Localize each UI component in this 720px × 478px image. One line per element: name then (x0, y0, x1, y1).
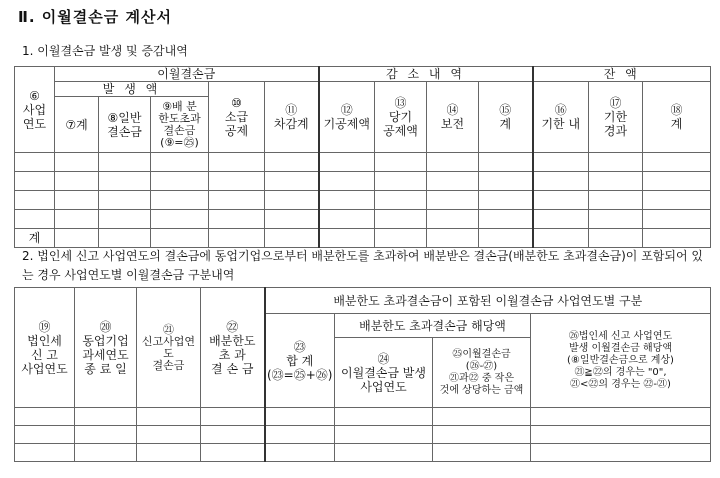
total-label: 계 (15, 229, 55, 248)
table-row (15, 191, 711, 210)
table-row (15, 210, 711, 229)
col-net-total: ⑪ 차감계 (265, 82, 319, 153)
table-row (15, 426, 711, 444)
table-row (15, 153, 711, 172)
col-excess-loss: ⑨배 분 한도초과 결손금 (⑨=㉕) (151, 97, 209, 153)
table-row (15, 444, 711, 462)
group-occurrence: 발 생 액 (55, 82, 209, 97)
col-current-deduction: ⑬ 당기 공제액 (375, 82, 427, 153)
group-carryover-loss: 이월결손금 (55, 67, 319, 82)
col-excess-allocation-loss: ㉒ 배분한도 초 과 결 손 금 (201, 288, 265, 408)
group-decrease: 감 소 내 역 (319, 67, 533, 82)
col-fiscal-year: ⑥ 사업 연도 (15, 67, 55, 153)
page-title: Ⅱ. 이월결손금 계산서 (18, 8, 172, 26)
col-previous-deduction: ⑫ 기공제액 (319, 82, 375, 153)
col-report-loss: ㉑ 신고사업연도 결손금 (137, 288, 201, 408)
col-carryover-year: ㉔ 이월결손금 발생 사업연도 (335, 338, 433, 408)
table-row (15, 172, 711, 191)
col-carryover-amount: ㉕이월결손금 (㉖-㉗) ㉑과㉒ 중 작은 것에 상당하는 금액 (433, 338, 531, 408)
carryover-loss-table (14, 66, 711, 248)
col-partnership-end-date: ⑳ 동업기업 과세연도 종 료 일 (75, 288, 137, 408)
col-decrease-total: ⑮ 계 (479, 82, 533, 153)
excess-loss-table (14, 287, 711, 462)
col-retroactive: ⑩ 소급 공제 (209, 82, 265, 153)
section2-heading: 2. 법인세 신고 사업연도의 결손금에 동업기업으로부터 배분한도를 초과하여 배분받은 결손금(배분한도 초과결손금)이 포함되어 있는 경우 사업연도별 이월결손금 구분내역 (22, 249, 703, 282)
col-sum: ㉓ 합 계 (㉓=㉕+㉖) (265, 314, 335, 408)
group-breakdown: 배분한도 초과결손금이 포함된 이월결손금 사업연도별 구분 (265, 288, 711, 314)
col-compensation: ⑭ 보전 (427, 82, 479, 153)
col-expired: ⑰ 기한 경과 (589, 82, 643, 153)
col-occurrence-total: ⑦계 (55, 97, 99, 153)
group-balance: 잔 액 (533, 67, 711, 82)
col-report-year: ⑲ 법인세 신 고 사업연도 (15, 288, 75, 408)
group-excess-share: 배분한도 초과결손금 해당액 (335, 314, 531, 338)
col-report-year-share: ㉖법인세 신고 사업연도 발생 이월결손금 해당액 (⑧일반결손금으로 계상) ㉑≧㉒의 경우는 "0", ㉑<㉒의 경우는 ㉒-㉑) (531, 314, 711, 408)
section1-heading: 1. 이월결손금 발생 및 증감내역 (22, 44, 188, 58)
col-within-period: ⑯ 기한 내 (533, 82, 589, 153)
table-row (15, 408, 711, 426)
col-balance-total: ⑱ 계 (643, 82, 711, 153)
total-row (15, 229, 711, 248)
col-general-loss: ⑧일반 결손금 (99, 97, 151, 153)
